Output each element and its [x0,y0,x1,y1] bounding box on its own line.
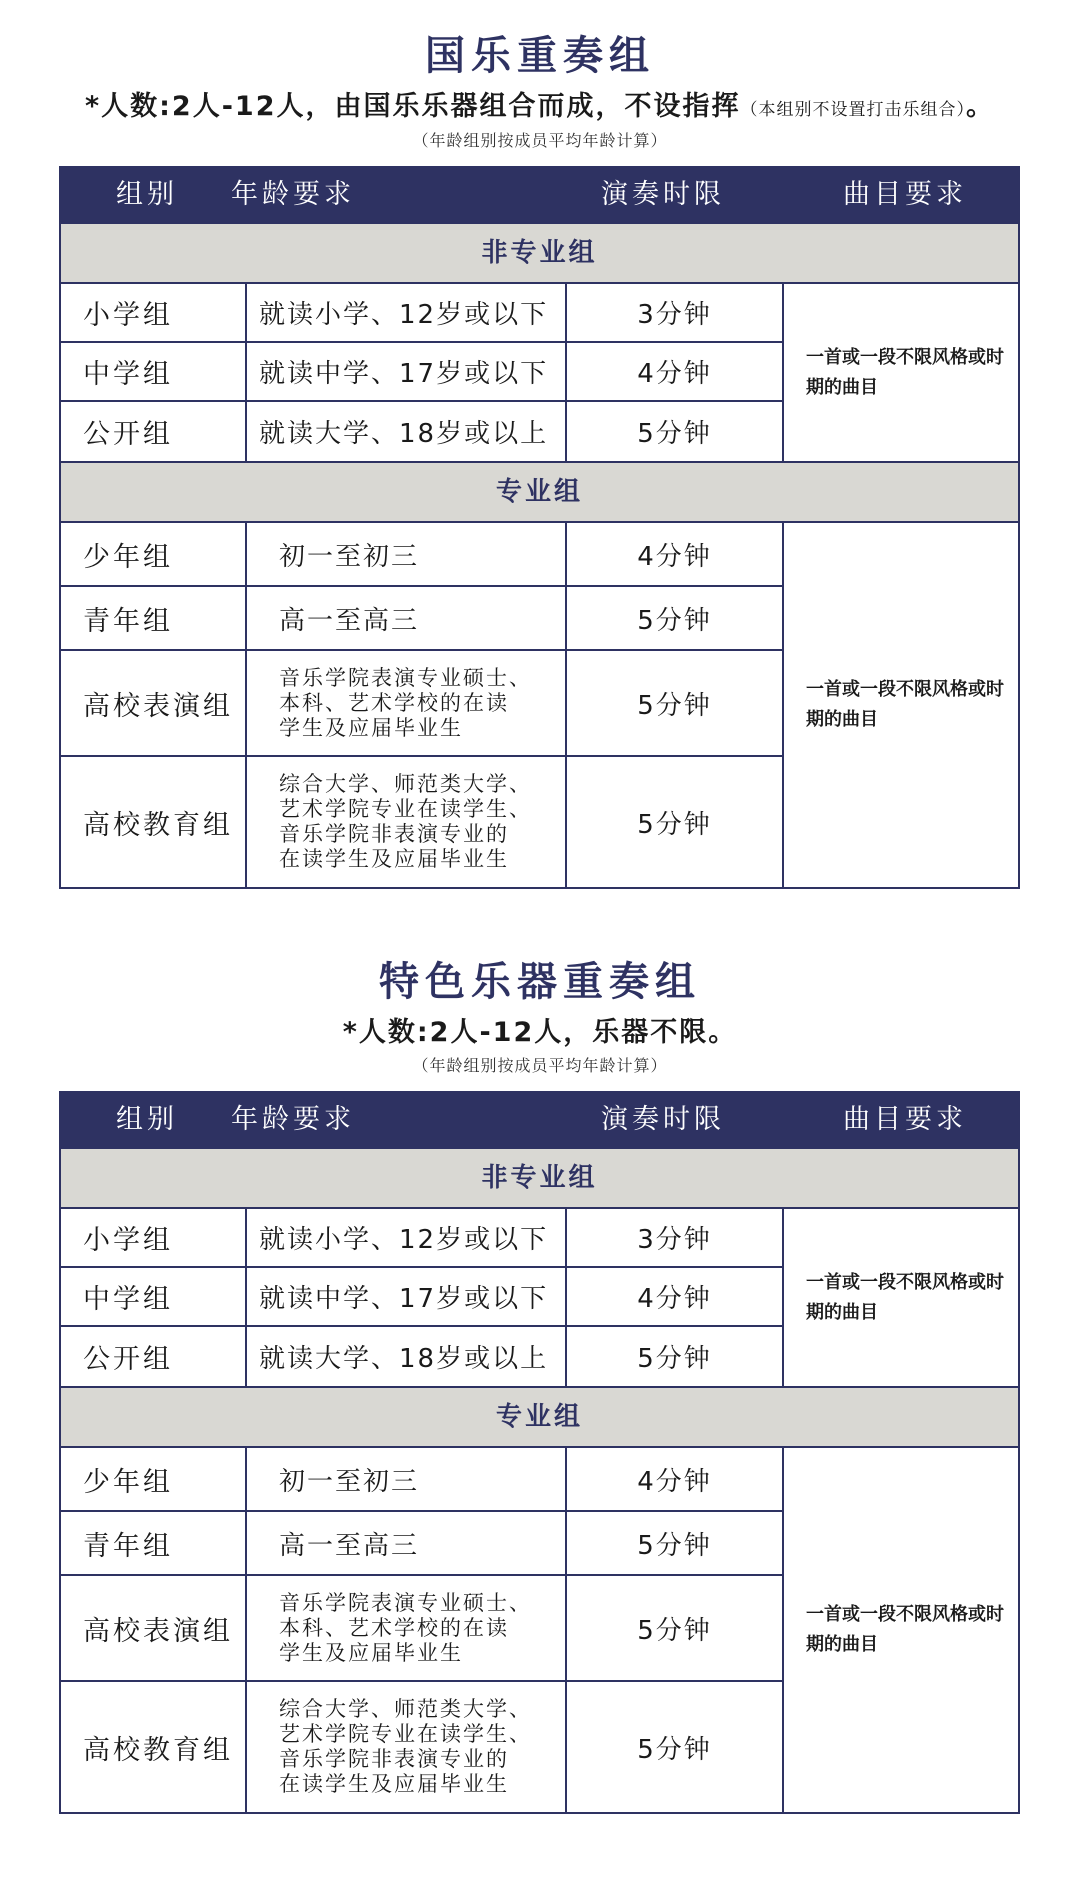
group-cell: 公开组 [61,402,247,461]
age-text: 音乐学院表演专业硕士、 本科、艺术学校的在读 学生及应届毕业生 [279,1590,532,1665]
section-note: （年龄组别按成员平均年龄计算） [412,1056,668,1075]
age-text: 音乐学院表演专业硕士、 本科、艺术学校的在读 学生及应届毕业生 [279,665,532,740]
group-cell: 少年组 [61,1448,247,1512]
section-subtitle [0,84,1080,123]
band-professional: 专业组 [61,461,1018,523]
time-cell: 5分钟 [567,1682,784,1812]
header-cell: 组别 [116,179,178,210]
repertoire-cell: 一首或一段不限风格或时期的曲目 [806,679,1004,730]
header-cell: 演奏时限 [601,179,725,210]
rules-table [59,1091,1020,1814]
age-cell [247,757,567,887]
group-cell: 公开组 [61,1327,247,1386]
time-cell: 3分钟 [567,284,784,343]
time-cell: 4分钟 [567,1448,784,1512]
group-cell: 高校表演组 [61,651,247,757]
group-cell: 高校教育组 [61,1682,247,1812]
group-cell: 少年组 [61,523,247,587]
time-cell: 4分钟 [567,1268,784,1327]
repertoire-cell: 一首或一段不限风格或时期的曲目 [806,1271,1004,1323]
table-header [61,168,1018,222]
rules-table [59,166,1020,889]
age-text: 综合大学、师范类大学、 艺术学院专业在读学生、 音乐学院非表演专业的 在读学生及应届毕业生 [279,1697,532,1796]
section-title: 特色乐器重奏组 [379,959,701,1005]
header-cell: 年龄要求 [231,1104,355,1135]
group-cell: 高校教育组 [61,757,247,887]
group-cell: 青年组 [61,587,247,651]
section-note: （年龄组别按成员平均年龄计算） [412,131,668,150]
header-cell: 曲目要求 [843,1104,967,1135]
age-cell: 就读大学、18岁或以上 [247,1327,567,1386]
time-cell: 5分钟 [567,1327,784,1386]
time-cell: 5分钟 [567,402,784,461]
group-cell: 中学组 [61,343,247,402]
group-cell: 青年组 [61,1512,247,1576]
age-cell [247,1682,567,1812]
time-cell: 5分钟 [567,651,784,757]
time-cell: 3分钟 [567,1209,784,1268]
age-cell [247,651,567,757]
age-cell: 初一至初三 [247,523,567,587]
age-cell: 初一至初三 [247,1448,567,1512]
header-cell: 组别 [116,1104,178,1135]
age-cell [247,1576,567,1682]
subtitle-small: （本组别不设置打击乐组合） [740,100,966,120]
group-cell: 中学组 [61,1268,247,1327]
band-amateur: 非专业组 [61,1147,1018,1209]
age-cell: 就读大学、18岁或以上 [247,402,567,461]
time-cell: 5分钟 [567,757,784,887]
time-cell: 4分钟 [567,523,784,587]
section-title: 国乐重奏组 [425,33,655,79]
subtitle-main: *人数:2人-12人，乐器不限。 [342,1017,738,1048]
age-text: 综合大学、师范类大学、 艺术学院专业在读学生、 音乐学院非表演专业的 在读学生及应届毕业生 [279,772,532,871]
subtitle-end: 。 [965,91,995,122]
age-cell: 就读小学、12岁或以下 [247,284,567,343]
age-cell: 就读中学、17岁或以下 [247,343,567,402]
time-cell: 5分钟 [567,1512,784,1576]
age-cell: 就读中学、17岁或以下 [247,1268,567,1327]
header-cell: 年龄要求 [231,179,355,210]
group-cell: 高校表演组 [61,1576,247,1682]
time-cell: 5分钟 [567,1576,784,1682]
header-cell: 曲目要求 [843,179,967,210]
age-cell: 高一至高三 [247,587,567,651]
header-cell: 演奏时限 [601,1104,725,1135]
time-cell: 5分钟 [567,587,784,651]
subtitle-main: *人数:2人-12人，由国乐乐器组合而成，不设指挥 [85,91,741,122]
time-cell: 4分钟 [567,343,784,402]
section-subtitle [0,1010,1080,1049]
table-header [61,1093,1018,1147]
age-cell: 高一至高三 [247,1512,567,1576]
band-professional: 专业组 [61,1386,1018,1448]
repertoire-cell: 一首或一段不限风格或时期的曲目 [806,1604,1004,1655]
band-amateur: 非专业组 [61,222,1018,284]
group-cell: 小学组 [61,1209,247,1268]
group-cell: 小学组 [61,284,247,343]
age-cell: 就读小学、12岁或以下 [247,1209,567,1268]
repertoire-cell: 一首或一段不限风格或时期的曲目 [806,346,1004,398]
